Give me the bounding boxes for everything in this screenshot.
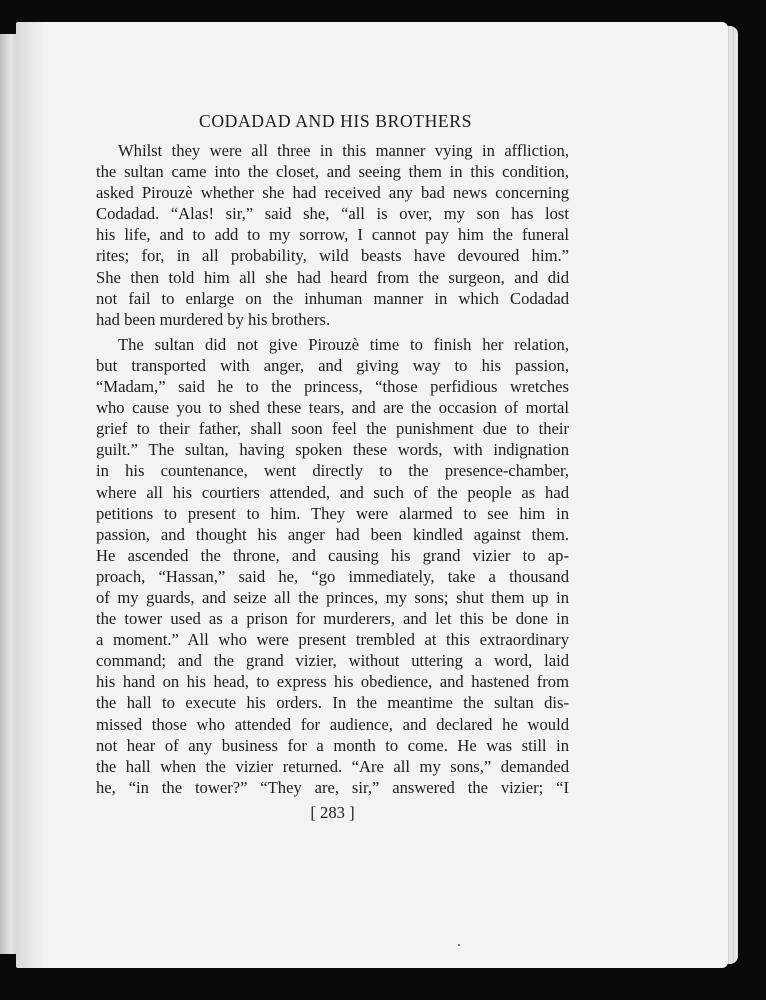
text-line: where all his courtiers attended, and such of the people as had — [96, 482, 569, 502]
text-line: The sultan did not give Pirouzè time to finish her relation, — [118, 334, 569, 354]
text-line: had been murdered by his brothers. — [96, 309, 331, 329]
running-head: CODADAD AND HIS BROTHERS — [199, 111, 472, 131]
text-line: the tower used as a prison for murderers, and let this be done in — [96, 609, 569, 629]
text-line: passion, and thought his anger had been kindled against them. — [96, 524, 569, 544]
text-line: missed those who attended for audience, and declared he would — [96, 714, 569, 734]
text-line: a moment.” All who were present trembled at this extraordinary — [96, 630, 569, 650]
text-line: his life, and to add to my sorrow, I cannot pay him the funeral — [96, 225, 569, 245]
text-line: but transported with anger, and giving way to his passion, — [96, 355, 569, 375]
text-line: his hand on his head, to express his obedience, and hastened from — [96, 672, 569, 692]
text-line: guilt.” The sultan, having spoken these words, with indignation — [96, 440, 569, 460]
text-line: he, “in the tower?” “They are, sir,” answered the vizier; “I — [96, 777, 569, 797]
text-line: of my guards, and seize all the princes, my sons; shut them up in — [96, 587, 569, 607]
text-line: proach, “Hassan,” said he, “go immediately, take a thousand — [96, 566, 569, 586]
text-line: rites; for, in all probability, wild beasts have devoured him.” — [96, 246, 569, 266]
text-line: She then told him all she had heard from the surgeon, and did — [96, 267, 569, 287]
text-line: who cause you to shed these tears, and are the occasion of mortal — [96, 398, 569, 418]
body-text — [96, 140, 569, 798]
text-line: not fail to enlarge on the inhuman manner in which Codadad — [96, 288, 569, 308]
text-line: He ascended the throne, and causing his grand vizier to ap- — [96, 545, 569, 565]
paper-speck — [458, 944, 460, 946]
paragraph-2 — [96, 334, 569, 798]
text-line: petitions to present to him. They were alarmed to see him in — [96, 503, 569, 523]
page-number: [ 283 ] — [310, 802, 355, 822]
text-line: Whilst they were all three in this manner vying in affliction, — [118, 141, 569, 160]
text-line: asked Pirouzè whether she had received any bad news concerning — [96, 183, 569, 203]
text-line: in his countenance, went directly to the presence-chamber, — [96, 461, 569, 481]
text-line: Codadad. “Alas! sir,” said she, “all is over, my son has lost — [96, 204, 569, 224]
gutter-shadow — [16, 22, 46, 968]
paragraph-1 — [96, 140, 569, 330]
text-line: the hall when the vizier returned. “Are all my sons,” demanded — [96, 756, 569, 776]
text-line: the hall to execute his orders. In the meantime the sultan dis- — [96, 693, 569, 713]
text-line: the sultan came into the closet, and seeing them in this condition, — [96, 162, 569, 182]
text-line: “Madam,” said he to the princess, “those perfidious wretches — [96, 377, 569, 397]
text-line: not hear of any business for a month to come. He was still in — [96, 735, 569, 755]
text-block — [96, 108, 569, 824]
text-line: command; and the grand vizier, without uttering a word, laid — [96, 651, 569, 671]
text-line: grief to their father, shall soon feel the punishment due to their — [96, 419, 569, 439]
